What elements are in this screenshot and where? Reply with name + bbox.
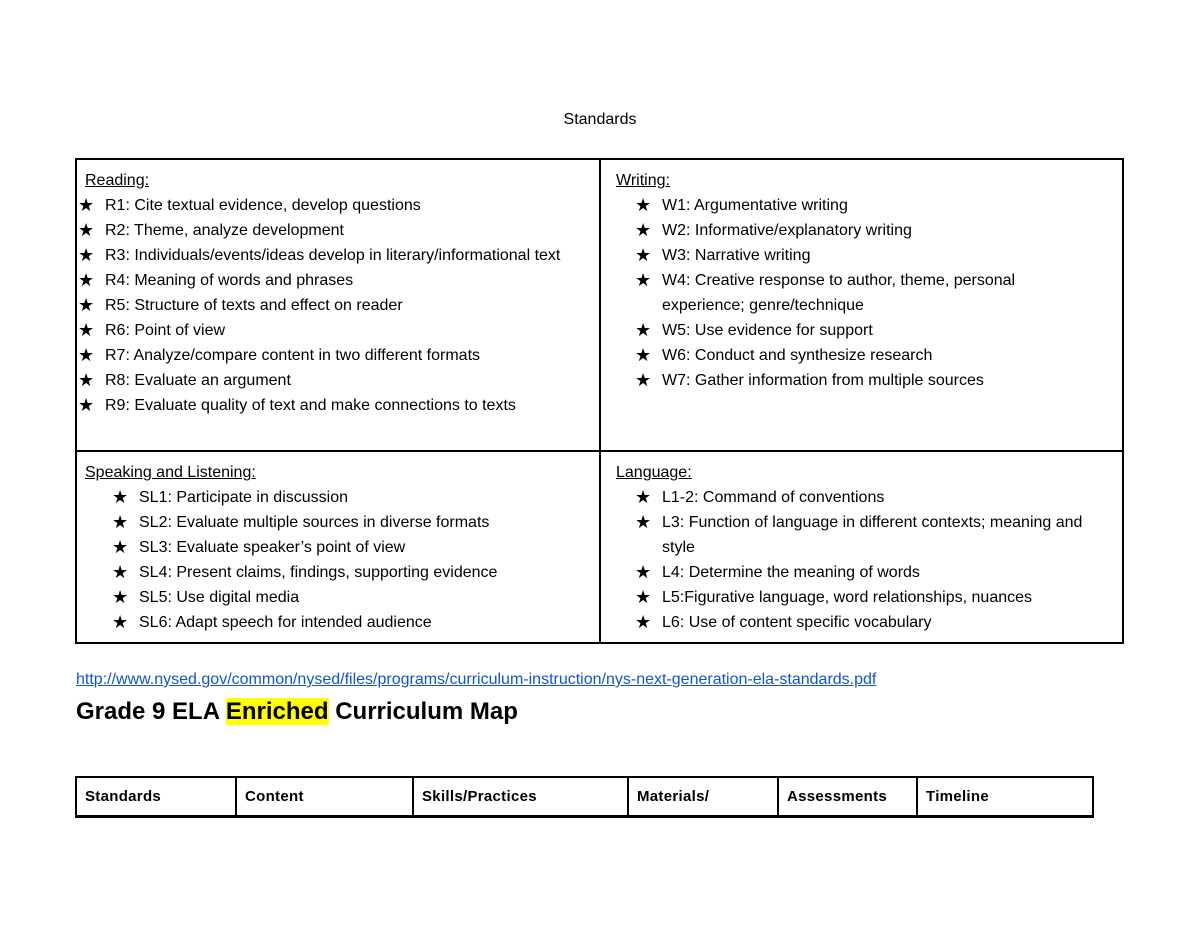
language-heading: Language: — [616, 464, 692, 481]
star-icon: ★ — [635, 587, 652, 607]
list-item — [608, 268, 1124, 318]
star-icon: ★ — [78, 295, 95, 315]
writing-cell — [608, 168, 1124, 393]
table-divider-vertical — [599, 160, 601, 642]
table-divider-horizontal — [77, 450, 1122, 452]
list-item-text: SL2: Evaluate multiple sources in diverse formats — [139, 514, 490, 531]
list-item — [77, 193, 595, 218]
page-title: Standards — [563, 111, 637, 128]
list-item-text: W4: Creative response to author, theme, personal experience; genre/technique — [662, 272, 1016, 314]
list-item — [77, 343, 595, 368]
star-icon: ★ — [635, 370, 652, 390]
star-icon: ★ — [635, 345, 652, 365]
list-item-text: W7: Gather information from multiple sources — [662, 372, 984, 389]
list-item-text: W5: Use evidence for support — [662, 322, 873, 339]
list-item — [608, 368, 1124, 393]
standards-table — [75, 158, 1124, 644]
col-materials: Materials/ — [629, 778, 779, 815]
list-item-text: L4: Determine the meaning of words — [662, 564, 920, 581]
star-icon: ★ — [635, 512, 652, 532]
star-icon: ★ — [78, 195, 95, 215]
list-item-text: W3: Narrative writing — [662, 247, 811, 264]
speaking-list — [77, 485, 595, 635]
star-icon: ★ — [635, 245, 652, 265]
list-item — [608, 343, 1124, 368]
list-item — [77, 535, 595, 560]
curriculum-map-table — [75, 776, 1094, 818]
star-icon: ★ — [78, 345, 95, 365]
star-icon: ★ — [635, 612, 652, 632]
star-icon: ★ — [635, 320, 652, 340]
list-item-text: R9: Evaluate quality of text and make connections to texts — [105, 397, 516, 414]
list-item-text: SL5: Use digital media — [139, 589, 300, 606]
language-list — [608, 485, 1124, 635]
standards-pdf-link[interactable]: http://www.nysed.gov/common/nysed/files/programs/curriculum-instruction/nys-next-generation-ela-standards.pdf — [76, 671, 877, 688]
curriculum-map-heading — [76, 696, 518, 728]
star-icon: ★ — [78, 370, 95, 390]
list-item-text: L6: Use of content specific vocabulary — [662, 614, 932, 631]
speaking-cell — [77, 460, 595, 635]
list-item — [77, 510, 595, 535]
list-item-text: R7: Analyze/compare content in two different formats — [105, 347, 481, 364]
heading-suffix: Curriculum Map — [328, 698, 518, 725]
col-standards: Standards — [77, 778, 237, 815]
list-item — [608, 485, 1124, 510]
col-skills: Skills/Practices — [414, 778, 629, 815]
list-item — [608, 585, 1124, 610]
list-item-text: SL1: Participate in discussion — [139, 489, 348, 506]
star-icon: ★ — [635, 487, 652, 507]
list-item — [608, 560, 1124, 585]
list-item-text: L1-2: Command of conventions — [662, 489, 885, 506]
writing-list — [608, 193, 1124, 393]
list-item-text: R4: Meaning of words and phrases — [105, 272, 354, 289]
star-icon: ★ — [78, 320, 95, 340]
star-icon: ★ — [78, 220, 95, 240]
list-item — [608, 610, 1124, 635]
language-cell — [608, 460, 1124, 635]
star-icon: ★ — [78, 245, 95, 265]
col-timeline: Timeline — [926, 788, 989, 805]
list-item — [77, 318, 595, 343]
star-icon: ★ — [112, 612, 129, 632]
writing-heading: Writing: — [616, 172, 670, 189]
star-icon: ★ — [78, 270, 95, 290]
list-item-text: R1: Cite textual evidence, develop questions — [105, 197, 421, 214]
list-item — [77, 485, 595, 510]
list-item-text: SL3: Evaluate speaker’s point of view — [139, 539, 406, 556]
list-item — [77, 368, 595, 393]
list-item — [77, 268, 595, 293]
star-icon: ★ — [78, 395, 95, 415]
list-item — [608, 218, 1124, 243]
list-item — [77, 560, 595, 585]
list-item — [608, 318, 1124, 343]
list-item-text: R2: Theme, analyze development — [105, 222, 344, 239]
list-item — [608, 193, 1124, 218]
heading-highlight: Enriched — [225, 698, 329, 725]
star-icon: ★ — [635, 562, 652, 582]
list-item — [608, 243, 1124, 268]
star-icon: ★ — [112, 537, 129, 557]
list-item-text: W1: Argumentative writing — [662, 197, 848, 214]
star-icon: ★ — [635, 270, 652, 290]
list-item-text: R3: Individuals/events/ideas develop in literary/informational text — [105, 247, 561, 264]
star-icon: ★ — [112, 487, 129, 507]
reading-list — [77, 193, 595, 418]
list-item — [77, 218, 595, 243]
list-item-text: SL6: Adapt speech for intended audience — [139, 614, 432, 631]
list-item-text: L3: Function of language in different contexts; meaning and style — [662, 514, 1083, 556]
star-icon: ★ — [112, 587, 129, 607]
list-item-text: SL4: Present claims, findings, supporting evidence — [139, 564, 498, 581]
col-content: Content — [237, 778, 414, 815]
list-item-text: W2: Informative/explanatory writing — [662, 222, 912, 239]
list-item — [608, 510, 1124, 560]
list-item — [77, 293, 595, 318]
list-item — [77, 585, 595, 610]
reading-heading: Reading: — [85, 172, 150, 189]
star-icon: ★ — [635, 195, 652, 215]
list-item — [77, 610, 595, 635]
star-icon: ★ — [112, 512, 129, 532]
reading-cell — [77, 168, 595, 418]
col-assessments: Assessments — [779, 778, 918, 815]
heading-prefix: Grade 9 ELA — [76, 698, 226, 725]
list-item-text: R8: Evaluate an argument — [105, 372, 291, 389]
star-icon: ★ — [112, 562, 129, 582]
list-item — [77, 393, 595, 418]
list-item-text: R6: Point of view — [105, 322, 226, 339]
speaking-heading: Speaking and Listening: — [85, 464, 256, 481]
list-item-text: W6: Conduct and synthesize research — [662, 347, 933, 364]
star-icon: ★ — [635, 220, 652, 240]
list-item — [77, 243, 595, 268]
list-item-text: R5: Structure of texts and effect on reader — [105, 297, 403, 314]
list-item-text: L5:Figurative language, word relationships, nuances — [662, 589, 1033, 606]
